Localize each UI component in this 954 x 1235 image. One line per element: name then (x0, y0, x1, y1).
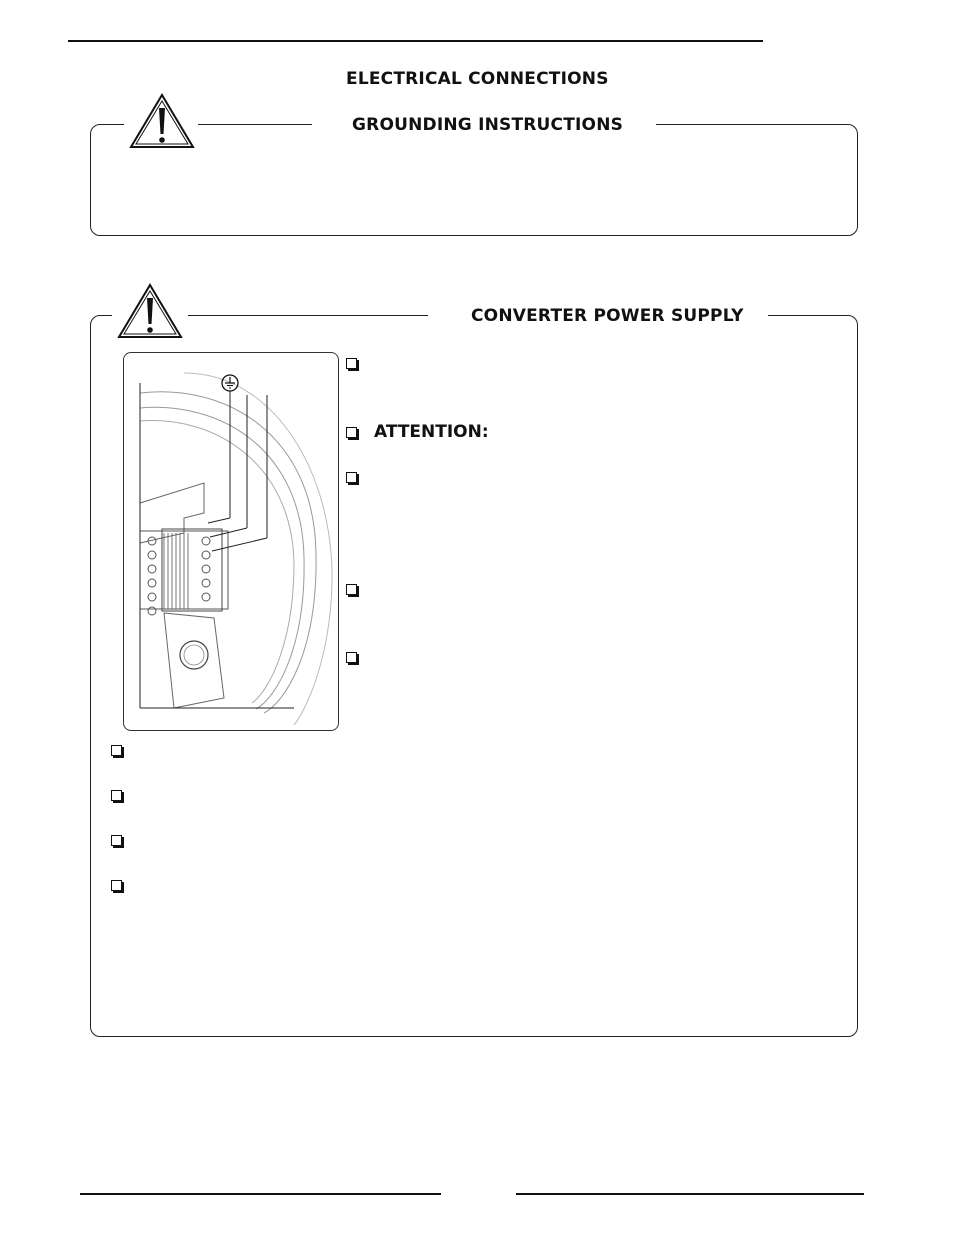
terminal-block-figure (123, 352, 339, 731)
bullet-marker (111, 745, 122, 756)
grounding-instructions-box (90, 124, 858, 236)
bullet-marker (346, 358, 357, 369)
bullet-marker (346, 427, 357, 438)
bullet-marker (111, 835, 122, 846)
bullet-marker (111, 790, 122, 801)
bullet-marker (346, 652, 357, 663)
page-title: ELECTRICAL CONNECTIONS (346, 69, 609, 89)
ground-symbol-icon (220, 373, 240, 393)
terminal-block-drawing (124, 353, 338, 730)
bullet-marker (111, 880, 122, 891)
footer-rule-left (80, 1193, 441, 1195)
bullet-marker (346, 472, 357, 483)
converter-power-supply-title: CONVERTER POWER SUPPLY (471, 306, 744, 326)
header-rule (68, 40, 763, 42)
warning-triangle-icon (128, 92, 196, 150)
attention-label: ATTENTION: (374, 422, 489, 442)
grounding-instructions-title: GROUNDING INSTRUCTIONS (352, 115, 624, 135)
warning-triangle-icon (116, 282, 184, 340)
bullet-marker (346, 584, 357, 595)
footer-rule-right (516, 1193, 864, 1195)
